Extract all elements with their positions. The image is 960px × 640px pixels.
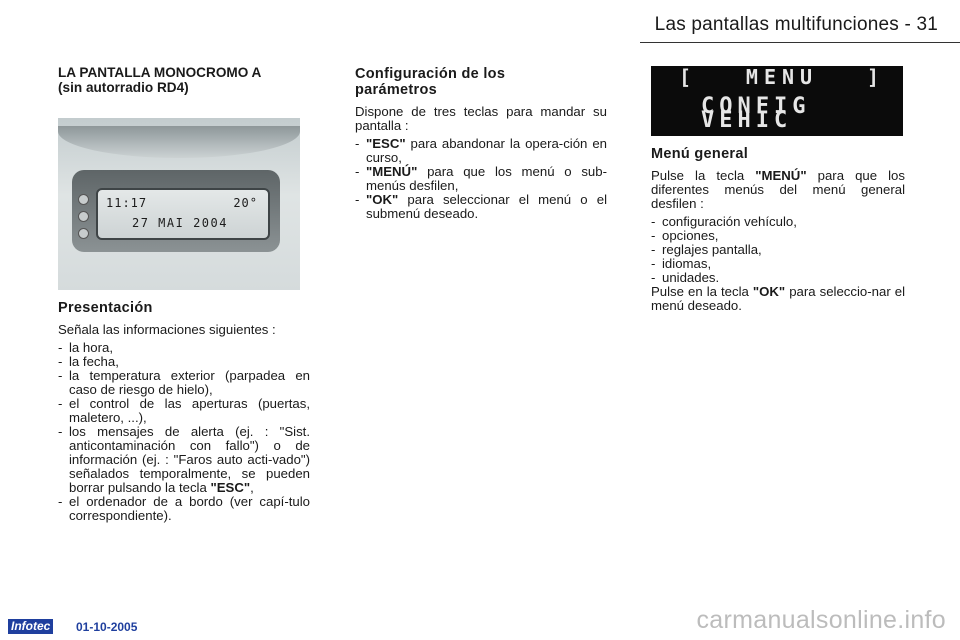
section-title-line1: Configuración de los [355, 66, 506, 82]
display-buttons [78, 194, 88, 245]
key-name: "OK" [752, 284, 786, 299]
list-item [355, 193, 607, 221]
list-item: - opciones, [651, 229, 905, 243]
key-description: para seleccionar el menú o el submenú deseado. [366, 192, 607, 221]
lcd-menu-label: MENU [745, 65, 819, 89]
key-name: "OK" [366, 192, 399, 207]
display-button-icon [78, 194, 89, 205]
dashboard-display-photo [58, 118, 300, 290]
key-name: "MENÚ" [366, 164, 418, 179]
lcd-date: 27 MAI 2004 [132, 216, 228, 230]
key-name: "ESC" [210, 480, 251, 495]
footer-date: 01-10-2005 [76, 620, 138, 634]
section-title-configuracion [355, 66, 607, 98]
intro-post: para que los diferentes menús del menú general desfilen : [651, 168, 905, 211]
lcd-time: 11:17 [106, 196, 148, 210]
intro-text: Señala las informaciones siguientes : [58, 322, 276, 337]
intro-pre: Pulse la tecla [651, 168, 756, 183]
page-header: Las pantallas multifunciones - 31 [654, 14, 938, 35]
section-title [58, 66, 310, 95]
dashboard-hood [58, 126, 300, 158]
menu-display-line1 [679, 65, 885, 89]
section-title-line2: parámetros [355, 82, 437, 98]
infotec-logo: Infotec [8, 619, 53, 634]
column-right [651, 66, 905, 313]
menu-list [651, 215, 905, 285]
list-item: - idiomas, [651, 257, 905, 271]
intro-text: Dispone de tres teclas para mandar su pantalla : [355, 104, 607, 133]
list-item: - configuración vehículo, [651, 215, 905, 229]
key-description: para que los menú o sub-menús desfilen, [366, 164, 607, 193]
watermark[interactable]: carmanualsonline.info [696, 606, 946, 634]
list-item [58, 425, 310, 495]
outro-pre: Pulse en la tecla [651, 284, 753, 299]
lcd-bracket-left: [ [679, 65, 698, 89]
list-item-end: , [250, 480, 254, 495]
display-lcd [96, 188, 270, 240]
list-item: - unidades. [651, 271, 905, 285]
key-description: para abandonar la opera-ción en curso, [366, 136, 607, 165]
subsection-title-menu-general: Menú general [651, 146, 749, 162]
keys-list [355, 137, 607, 221]
menu-display-line2: CONFIG VEHIC [701, 94, 811, 133]
list-item: - la temperatura exterior (parpadea en caso de riesgo de hielo), [58, 369, 310, 397]
menu-display-image [651, 66, 903, 136]
outro-post: para seleccio-nar el menú deseado. [651, 284, 905, 313]
lcd-bracket-right: ] [866, 65, 885, 89]
display-button-icon [78, 211, 89, 222]
section-title-line2: (sin autorradio RD4) [58, 79, 189, 95]
list-item [355, 165, 607, 193]
list-item: - la fecha, [58, 355, 310, 369]
list-item-text: los mensajes de alerta (ej. : "Sist. anticontaminación con fallo") o de información (ej. : "Faros auto acti-vado") señalados temporalmente, se pueden borrar pulsando la tecla [69, 424, 310, 495]
list-item [355, 137, 607, 165]
info-list [58, 341, 310, 523]
column-left [58, 66, 310, 523]
column-middle [355, 66, 607, 221]
list-item: - el ordenador de a bordo (ver capí-tulo correspondiente). [58, 495, 310, 523]
list-item: - el control de las aperturas (puertas, maletero, ...), [58, 397, 310, 425]
key-name: "MENÚ" [755, 168, 807, 183]
list-item: - la hora, [58, 341, 310, 355]
outro-text [651, 285, 905, 313]
lcd-temperature: 20° [233, 196, 258, 210]
header-rule [640, 42, 960, 43]
intro-text [651, 169, 905, 211]
list-item: - reglajes pantalla, [651, 243, 905, 257]
subsection-title-presentacion: Presentación [58, 300, 153, 316]
display-button-icon [78, 228, 89, 239]
key-name: "ESC" [366, 136, 406, 151]
section-title-line1: LA PANTALLA MONOCROMO A [58, 65, 262, 80]
